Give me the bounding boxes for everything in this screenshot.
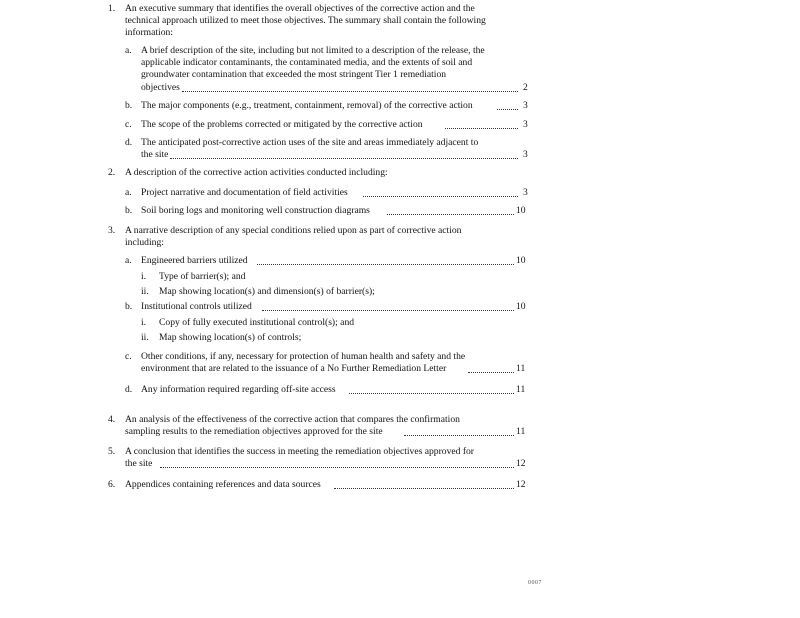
item-4-line-2: sampling results to the remediation objectives approved for the site [125,426,383,437]
item-3c-line-2: environment that are related to the issuance of a No Further Remediation Letter [141,363,447,374]
item-1a-line-3: groundwater contamination that exceeded the most stringent Tier 1 remediation [141,69,447,80]
item-3b-ii-numeral: ii. [141,332,149,343]
item-1-line-3: information: [125,27,173,38]
item-1-number: 1. [108,3,116,14]
leader-dots [404,435,514,436]
leader-dots [182,91,518,92]
leader-dots [468,372,514,373]
item-4-number: 4. [108,414,116,425]
item-6-text: Appendices containing references and data sources [125,479,321,490]
item-3c-line-1: Other conditions, if any, necessary for protection of human health and safety and the [141,351,466,362]
item-3b-i-text: Copy of fully executed institutional control(s); and [159,317,355,328]
item-1a-letter: a. [125,45,132,56]
item-5-line-1: A conclusion that identifies the success in meeting the remediation objectives approved for [125,446,475,457]
item-3-number: 3. [108,225,116,236]
item-4-page: 11 [516,426,526,437]
item-2b-page: 10 [516,205,526,216]
item-1-line-2: technical approach utilized to meet those objectives. The summary shall contain the following [125,15,486,26]
item-1b-page: 3 [523,100,528,111]
item-1d-page: 3 [523,149,528,160]
item-1d-line-1: The anticipated post-corrective action uses of the site and areas immediately adjacent to [141,137,479,148]
item-1a-line-2: applicable indicator contaminants, the contaminated media, and the extents of soil and [141,57,473,68]
item-2b-letter: b. [125,205,133,216]
leader-dots [497,109,518,110]
item-3a-ii-numeral: ii. [141,286,149,297]
item-1c-text: The scope of the problems corrected or mitigated by the corrective action [141,119,423,130]
item-1c-page: 3 [523,119,528,130]
item-3d-page: 11 [516,384,526,395]
item-6-number: 6. [108,479,116,490]
item-3a-ii-text: Map showing location(s) and dimension(s) of barrier(s); [159,286,375,297]
item-3b-letter: b. [125,301,133,312]
item-3a-i-numeral: i. [141,271,147,282]
item-1b-letter: b. [125,100,133,111]
item-3b-ii-text: Map showing location(s) of controls; [159,332,302,343]
item-1d-letter: d. [125,137,133,148]
item-1a-page: 2 [523,82,528,93]
item-3b-i-numeral: i. [141,317,147,328]
item-1d-line-2: the site [141,149,169,160]
item-3b-text: Institutional controls utilized [141,301,252,312]
leader-dots [170,158,518,159]
item-3-line-2: including: [125,237,164,248]
item-3a-letter: a. [125,255,132,266]
item-4-line-1: An analysis of the effectiveness of the corrective action that compares the confirmation [125,414,460,425]
item-2a-text: Project narrative and documentation of field activities [141,187,348,198]
item-1c-letter: c. [125,119,132,130]
leader-dots [334,488,514,489]
item-2a-letter: a. [125,187,132,198]
leader-dots [160,467,514,468]
item-5-number: 5. [108,446,116,457]
item-3a-page: 10 [516,255,526,266]
item-2-text: A description of the corrective action activities conducted including: [125,167,388,178]
item-1a-line-1: A brief description of the site, including but not limited to a description of the release, the [141,45,485,56]
item-3a-text: Engineered barriers utilized [141,255,248,266]
item-2a-page: 3 [523,187,528,198]
item-3c-page: 11 [516,363,526,374]
item-3-line-1: A narrative description of any special conditions relied upon as part of corrective action [125,225,462,236]
leader-dots [262,310,514,311]
page-stamp: 0007 [528,580,542,586]
item-1-line-1: An executive summary that identifies the overall objectives of the corrective action and the [125,3,475,14]
leader-dots [349,393,514,394]
item-3d-letter: d. [125,384,133,395]
item-2b-text: Soil boring logs and monitoring well construction diagrams [141,205,370,216]
leader-dots [387,214,514,215]
item-3c-letter: c. [125,351,132,362]
item-5-line-2: the site [125,458,153,469]
item-5-page: 12 [516,458,526,469]
leader-dots [257,264,514,265]
item-2-number: 2. [108,167,116,178]
item-3b-page: 10 [516,301,526,312]
item-1a-line-4: objectives [141,82,180,93]
item-1b-text: The major components (e.g., treatment, containment, removal) of the corrective action [141,100,473,111]
item-6-page: 12 [516,479,526,490]
item-3d-text: Any information required regarding off-site access [141,384,336,395]
leader-dots [363,196,518,197]
leader-dots [445,128,518,129]
item-3a-i-text: Type of barrier(s); and [159,271,246,282]
